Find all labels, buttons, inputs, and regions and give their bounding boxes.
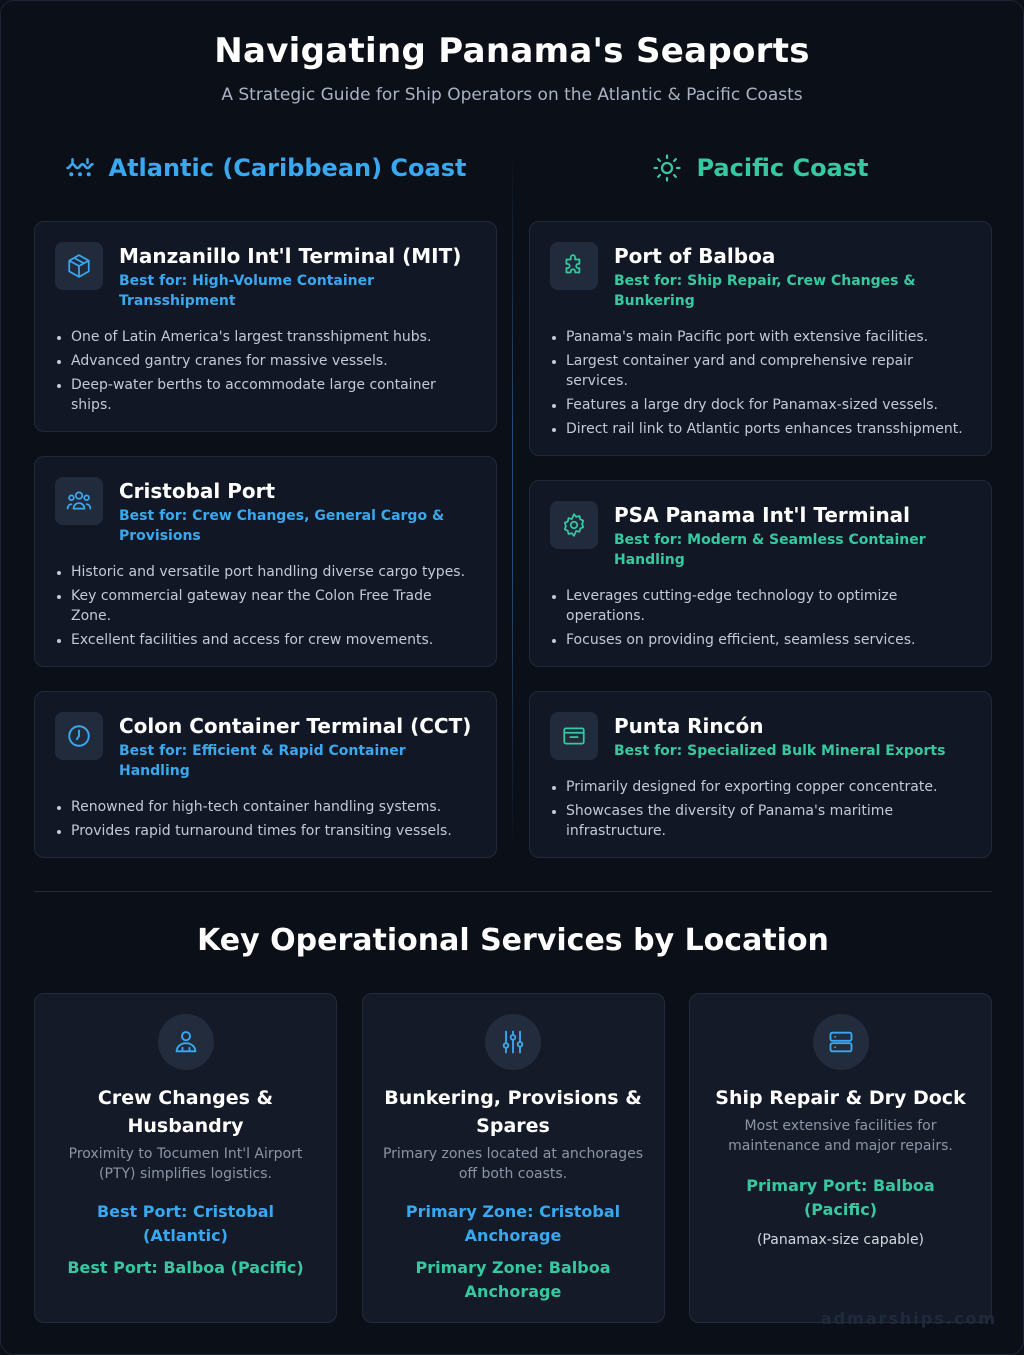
port-name: Cristobal Port: [119, 479, 276, 503]
service-title: Crew Changes & Husbandry: [97, 1087, 274, 1137]
list-item: Excellent facilities and access for crew movements.: [55, 630, 476, 650]
service-atlantic-zone: Primary Zone: Cristobal Anchorage: [405, 1202, 621, 1245]
server-icon: [813, 1014, 869, 1070]
atlantic-heading-label: Atlantic (Caribbean) Coast: [108, 154, 467, 182]
port-features: [550, 777, 971, 841]
port-card-cct: [34, 691, 497, 858]
list-item: Deep-water berths to accommodate large container ships.: [55, 375, 476, 415]
port-features: [550, 586, 971, 650]
port-best-for: Best for: Ship Repair, Crew Changes & Bunkering: [614, 273, 916, 309]
gear-icon: [550, 501, 598, 549]
port-card-cristobal: [34, 456, 497, 667]
port-name: Colon Container Terminal (CCT): [119, 714, 472, 738]
pacific-heading-label: Pacific Coast: [696, 154, 869, 182]
service-title: Bunkering, Provisions & Spares: [384, 1087, 642, 1137]
port-features: [55, 562, 476, 650]
list-item: Key commercial gateway near the Colon Free Trade Zone.: [55, 586, 476, 626]
service-pacific-port: Best Port: Balboa (Pacific): [67, 1258, 304, 1277]
users-icon: [55, 477, 103, 525]
service-atlantic-port: Best Port: Cristobal (Atlantic): [96, 1202, 275, 1245]
list-item: Focuses on providing efficient, seamless services.: [550, 630, 971, 650]
clock-icon: [55, 712, 103, 760]
waves-icon: [65, 153, 95, 183]
list-item: Primarily designed for exporting copper concentrate.: [550, 777, 971, 797]
port-features: [55, 797, 476, 841]
port-card-psa: [529, 480, 992, 667]
service-pacific-zone: Primary Zone: Balboa Anchorage: [415, 1258, 611, 1301]
port-name: PSA Panama Int'l Terminal: [614, 503, 911, 527]
service-pacific-port: Primary Port: Balboa (Pacific): [746, 1176, 935, 1219]
port-best-for: Best for: Crew Changes, General Cargo & Provisions: [119, 508, 445, 544]
port-features: [55, 327, 476, 415]
port-best-for: Best for: Specialized Bulk Mineral Exports: [614, 743, 946, 759]
list-item: Direct rail link to Atlantic ports enhances transshipment.: [550, 419, 971, 439]
pacific-heading: [529, 139, 992, 197]
page-subtitle: A Strategic Guide for Ship Operators on the Atlantic & Pacific Coasts: [221, 85, 803, 105]
port-name: Punta Rincón: [614, 714, 764, 738]
section-divider: [34, 891, 992, 892]
service-title: Ship Repair & Dry Dock: [715, 1087, 966, 1109]
sliders-icon: [485, 1014, 541, 1070]
list-item: Provides rapid turnaround times for transiting vessels.: [55, 821, 476, 841]
list-item: Showcases the diversity of Panama's maritime infrastructure.: [550, 801, 971, 841]
list-item: Features a large dry dock for Panamax-sized vessels.: [550, 395, 971, 415]
services-title: Key Operational Services by Location: [197, 923, 829, 958]
header: [1, 1, 1023, 105]
sun-icon: [652, 153, 682, 183]
list-item: Largest container yard and comprehensive repair services.: [550, 351, 971, 391]
crew-icon: [158, 1014, 214, 1070]
port-card-punta-rincon: [529, 691, 992, 858]
port-card-mit: [34, 221, 497, 432]
service-card-crew: [34, 993, 337, 1323]
port-card-balboa: [529, 221, 992, 456]
service-card-bunkering: [362, 993, 665, 1323]
services-grid: [34, 993, 992, 1323]
port-best-for: Best for: High-Volume Container Transshipment: [119, 273, 375, 309]
atlantic-heading: [34, 139, 497, 197]
watermark: admarships.com: [820, 1309, 997, 1328]
list-item: Panama's main Pacific port with extensive facilities.: [550, 327, 971, 347]
list-item: Historic and versatile port handling diverse cargo types.: [55, 562, 476, 582]
page-title: Navigating Panama's Seaports: [214, 31, 810, 71]
list-item: One of Latin America's largest transshipment hubs.: [55, 327, 476, 347]
container-icon: [550, 712, 598, 760]
service-note: (Panamax-size capable): [756, 1232, 925, 1248]
service-description: Most extensive facilities for maintenance and major repairs.: [728, 1118, 953, 1154]
pacific-column: [529, 139, 992, 858]
coast-columns: [34, 139, 992, 858]
port-name: Port of Balboa: [614, 244, 776, 268]
box-icon: [55, 242, 103, 290]
puzzle-icon: [550, 242, 598, 290]
port-features: [550, 327, 971, 439]
atlantic-column: [34, 139, 497, 858]
port-best-for: Best for: Modern & Seamless Container Handling: [614, 532, 926, 568]
service-description: Primary zones located at anchorages off both coasts.: [382, 1146, 644, 1182]
port-name: Manzanillo Int'l Terminal (MIT): [119, 244, 462, 268]
port-best-for: Best for: Efficient & Rapid Container Handling: [119, 743, 406, 779]
service-description: Proximity to Tocumen Int'l Airport (PTY) simplifies logistics.: [68, 1146, 303, 1182]
service-card-repair: [689, 993, 992, 1323]
list-item: Renowned for high-tech container handling systems.: [55, 797, 476, 817]
list-item: Leverages cutting-edge technology to optimize operations.: [550, 586, 971, 626]
list-item: Advanced gantry cranes for massive vessels.: [55, 351, 476, 371]
